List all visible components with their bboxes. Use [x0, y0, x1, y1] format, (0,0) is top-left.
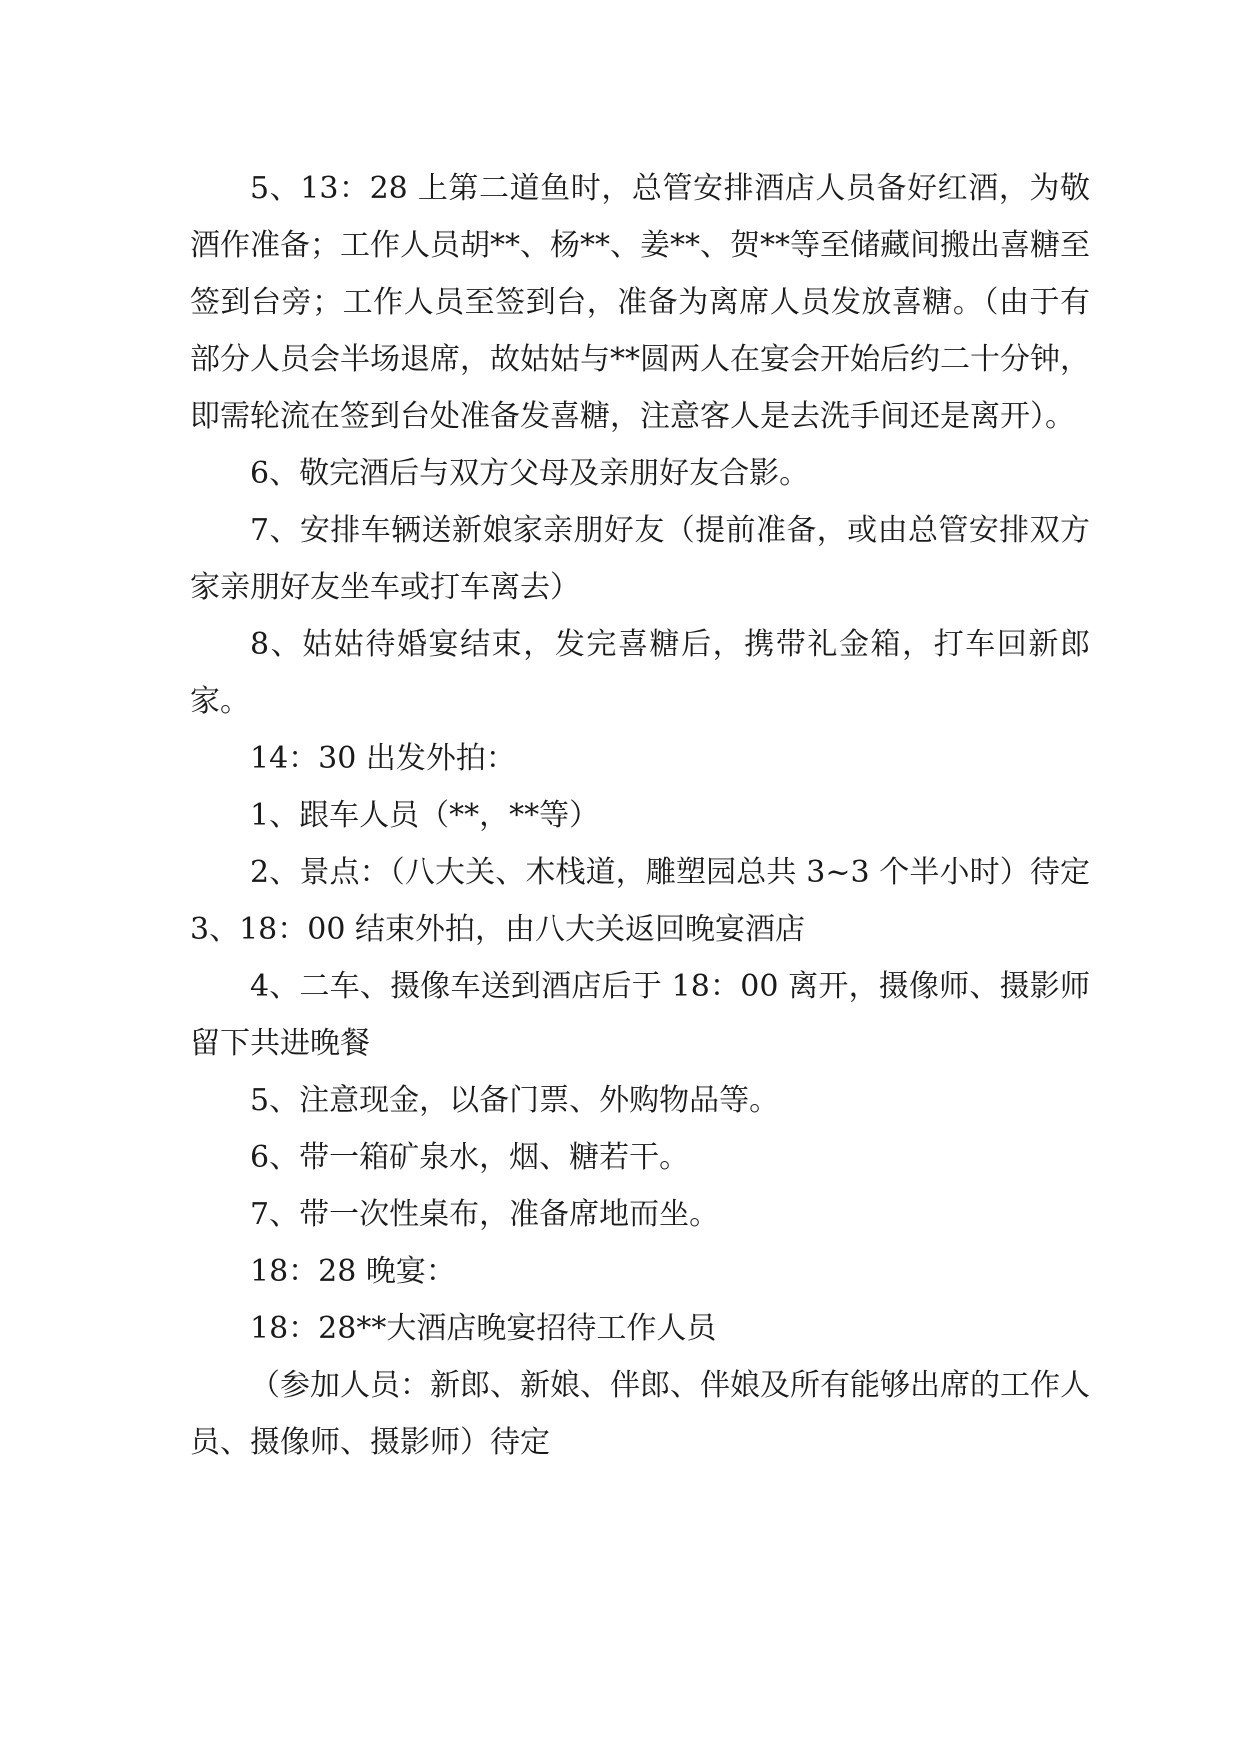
- paragraph-outdoor-4-cars: 4、二车、摄像车送到酒店后于 18：00 离开，摄像师、摄影师留下共进晚餐: [190, 969, 1090, 1061]
- paragraph-outdoor-6-water: 6、带一箱矿泉水，烟、糖若干。: [250, 1140, 690, 1175]
- paragraph-step-8-aunt: 8、姑姑待婚宴结束，发完喜糖后，携带礼金箱，打车回新郎家。: [190, 627, 1090, 719]
- document-page: [190, 160, 1090, 1471]
- paragraph-step-5-dessert-fish: 5、13：28 上第二道鱼时，总管安排酒店人员备好红酒，为敬酒作准备；工作人员胡**、杨**、姜**、贺**等至储藏间搬出喜糖至签到台旁；工作人员至签到台，准备为离席人员发放喜糖。（由于有部分人员会半场退席，故姑姑与**圆两人在宴会开始后约二十分钟，即需轮流在签到台处准备发喜糖，注意客人是去洗手间还是离开）。: [190, 171, 1090, 434]
- paragraph-outdoor-7-tablecloth: 7、带一次性桌布，准备席地而坐。: [250, 1197, 720, 1232]
- paragraph-step-7-transport: 7、安排车辆送新娘家亲朋好友（提前准备，或由总管安排双方家亲朋好友坐车或打车离去）: [190, 513, 1090, 605]
- section-heading-outdoor-shoot: 14：30 出发外拍：: [250, 741, 516, 776]
- paragraph-step-6-photo: 6、敬完酒后与双方父母及亲朋好友合影。: [250, 456, 810, 491]
- paragraph-outdoor-5-cash: 5、注意现金，以备门票、外购物品等。: [250, 1083, 780, 1118]
- paragraph-dinner-attendees: （参加人员：新郎、新娘、伴郎、伴娘及所有能够出席的工作人员、摄像师、摄影师）待定: [190, 1368, 1090, 1460]
- paragraph-outdoor-1-crew: 1、跟车人员（**，**等）: [250, 798, 600, 833]
- section-heading-dinner: 18：28 晚宴：: [250, 1254, 456, 1289]
- paragraph-outdoor-2-spots: 2、景点：（八大关、木栈道，雕塑园总共 3~3 个半小时）待定 3、18：00 结束外拍，由八大关返回晚宴酒店: [190, 855, 1090, 947]
- paragraph-dinner-hotel: 18：28**大酒店晚宴招待工作人员: [250, 1311, 717, 1346]
